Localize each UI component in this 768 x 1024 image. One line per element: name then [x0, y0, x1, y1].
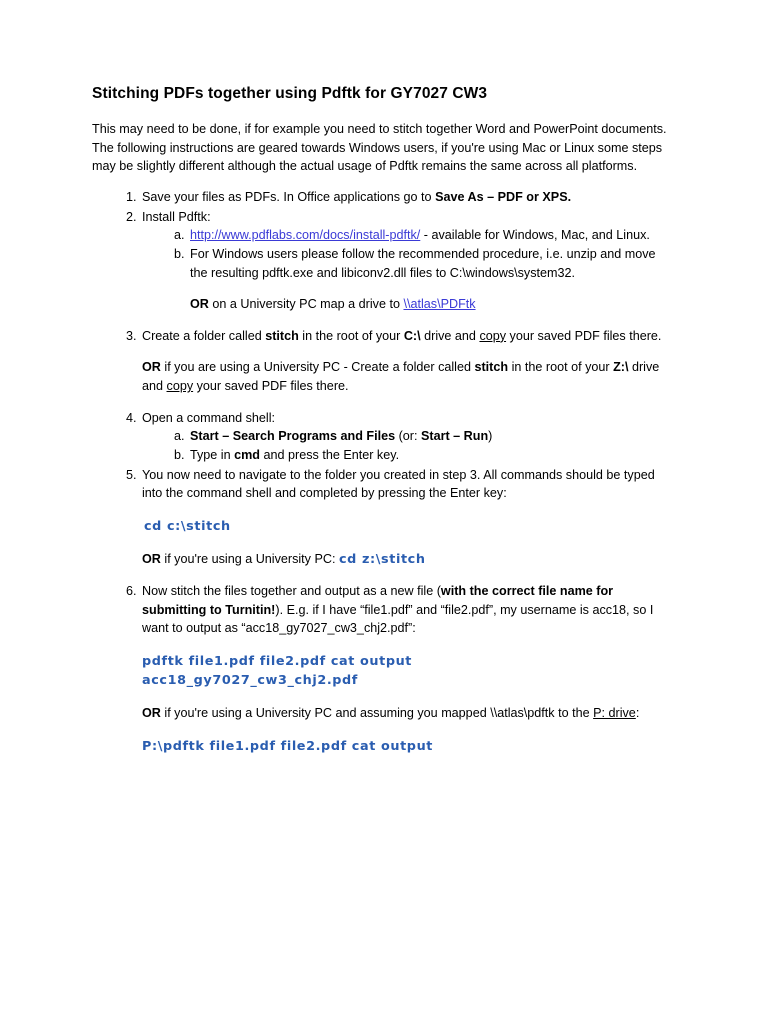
step6-b-bold: with the correct file name for submitting to Turnitin! — [142, 584, 614, 617]
step6-code-block-1 — [142, 652, 670, 690]
step3-p2-f: copy — [166, 379, 194, 394]
step6-or-prefix: OR — [142, 706, 161, 721]
step4a-rest-2: ) — [488, 429, 493, 444]
list-item-step-2b — [188, 245, 670, 314]
step3-p1-f: copy — [479, 328, 507, 343]
step2-or-paragraph — [190, 295, 670, 314]
step5-or-prefix: OR — [142, 551, 161, 566]
step3-p1-d: C:\ — [403, 328, 421, 343]
step5-command-2: cd z:\stitch — [338, 551, 426, 567]
step2-or-prefix: OR — [190, 297, 209, 312]
step3-p1-b: stitch — [265, 328, 299, 343]
step4a-bold-2: Start – Run — [420, 429, 489, 444]
step2-or-text: on a University PC map a drive to — [208, 297, 404, 312]
step3-or-prefix: OR — [142, 360, 161, 375]
list-item-step-6 — [140, 582, 670, 756]
install-pdftk-link[interactable]: http://www.pdflabs.com/docs/install-pdftk/ — [190, 228, 421, 243]
step6-command-1-line-2: acc18_gy7027_cw3_chj2.pdf — [142, 673, 358, 689]
step3-paragraph-2 — [142, 358, 670, 395]
list-item-step-1 — [140, 188, 670, 207]
step2a-rest: - available for Windows, Mac, and Linux. — [420, 228, 650, 243]
step4b-a: Type in — [190, 447, 235, 462]
step6-command-1-line-1: pdftk file1.pdf file2.pdf cat output — [142, 654, 413, 670]
step2-lead: Install Pdftk: — [142, 209, 211, 224]
step6-or-text-b: : — [635, 706, 640, 721]
step6-or-underline: P: drive — [593, 706, 636, 721]
list-item-step-2 — [140, 208, 670, 314]
list-item-step-4 — [140, 409, 670, 465]
instruction-list — [92, 188, 670, 756]
step6-paragraph — [142, 582, 670, 638]
step1-text-b: Save As – PDF or XPS. — [435, 190, 572, 205]
step4-sublist — [142, 427, 670, 464]
list-item-step-4a — [188, 427, 670, 446]
step3-p2-c: in the root of your — [508, 360, 614, 375]
list-item-step-3 — [140, 327, 670, 396]
step2-sublist — [142, 226, 670, 314]
step5-code-block-1 — [142, 517, 670, 536]
step4b-rest: and press the Enter key. — [260, 447, 400, 462]
step3-p2-d: Z:\ — [613, 360, 629, 375]
step6-a: Now stitch the files together and output as a new file ( — [142, 584, 441, 599]
step3-p2-b: stitch — [474, 360, 509, 375]
intro-paragraph: This may need to be done, if for example you need to stitch together Word and PowerPoint documents. The following instructions are geared towards Windows users, if you're using Mac or Linux some steps may be slightly different although the actual usage of Pdftk remains the same across all platforms. — [92, 122, 667, 174]
step4a-rest-1: (or: — [395, 429, 421, 444]
page-title: Stitching PDFs together using Pdftk for GY7027 CW3 — [92, 85, 488, 102]
step5-command-1: cd c:\stitch — [144, 518, 231, 534]
step3-p1-c: in the root of your — [298, 328, 404, 343]
step5-or-text: if you're using a University PC: — [160, 551, 339, 566]
step3-p2-g: your saved PDF files there. — [193, 379, 349, 394]
step6-or-paragraph — [142, 704, 670, 723]
document-body — [92, 84, 670, 758]
step4b-bold: cmd — [234, 447, 261, 462]
step4a-bold: Start – Search Programs and Files — [190, 429, 396, 444]
list-item-step-2a — [188, 226, 670, 245]
atlas-pdftk-link[interactable]: \\atlas\PDFtk — [403, 297, 476, 312]
list-item-step-4b — [188, 446, 670, 465]
step6-command-2: P:\pdftk file1.pdf file2.pdf cat output — [142, 739, 433, 755]
step6-c: ). E.g. if I have “file1.pdf” and “file2.pdf”, my username is acc18, so I want to output as “acc18_gy7027_cw3_chj2.pdf”: — [142, 602, 654, 636]
step6-code-block-2 — [142, 737, 670, 756]
step3-p1-a: Create a folder called — [142, 328, 266, 343]
list-item-step-5 — [140, 466, 670, 570]
step3-paragraph-1 — [142, 327, 670, 346]
step3-p2-e: drive and — [142, 360, 660, 394]
step3-p1-e: drive and — [420, 328, 480, 343]
step6-or-text-a: if you're using a University PC and assuming you mapped \\atlas\pdftk to the — [160, 706, 594, 721]
step2b-text: For Windows users please follow the recommended procedure, i.e. unzip and move the resulting pdftk.exe and libiconv2.dll files to C:\windows\system32. — [190, 246, 656, 280]
step1-text-a: Save your files as PDFs. In Office applications go to — [142, 190, 436, 205]
step3-p1-g: your saved PDF files there. — [506, 328, 662, 343]
step5-or-paragraph — [142, 550, 670, 569]
step4-lead: Open a command shell: — [142, 410, 276, 425]
step5-text: You now need to navigate to the folder you created in step 3. All commands should be typed into the command shell and completed by pressing the Enter key: — [142, 467, 655, 501]
step3-p2-a: if you are using a University PC - Create a folder called — [160, 360, 475, 375]
